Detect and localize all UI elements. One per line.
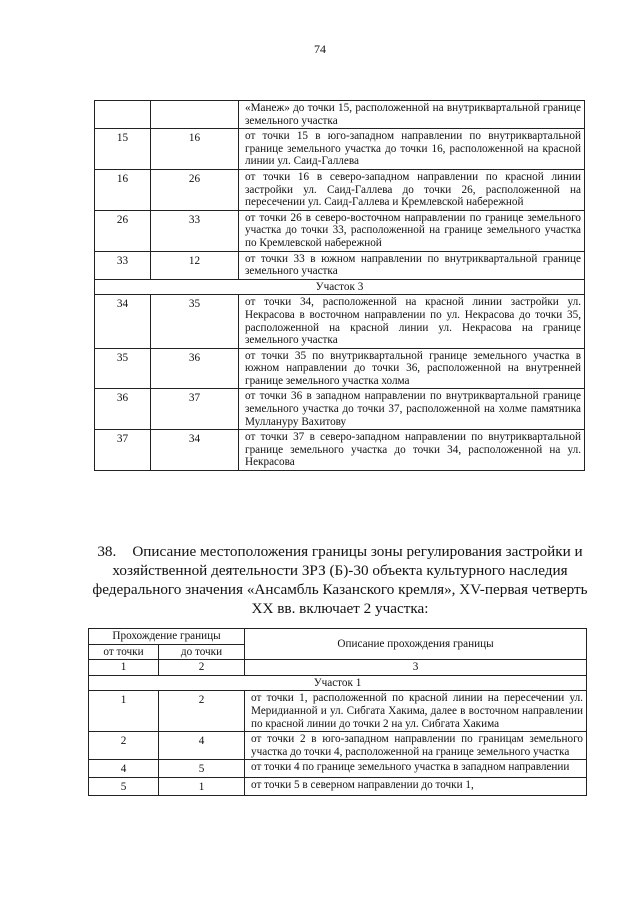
to-point-cell: 12: [151, 251, 239, 279]
table-row: [95, 169, 585, 210]
from-point-cell: 2: [89, 732, 159, 760]
table-header-row: [89, 629, 587, 645]
from-point-cell: 15: [95, 129, 151, 170]
to-point-cell: 37: [151, 389, 239, 430]
table-row: [95, 389, 585, 430]
boundary-passage-header: Прохождение границы: [89, 629, 245, 645]
to-point-cell: 4: [159, 732, 245, 760]
boundary-table-continued: [94, 100, 585, 471]
table-row: [95, 129, 585, 170]
description-cell: от точки 36 в западном направлении по внутриквартальной границе земельного участка до точки 37, расположенной на холме памятника Мулланyру Вахитову: [239, 389, 585, 430]
boundary-description-header: Описание прохождения границы: [245, 629, 587, 660]
description-cell: от точки 37 в северо-западном направлении по внутриквартальной границе земельного участка до точки 34, расположенной на ул. Некрасова: [239, 430, 585, 471]
table-row: [89, 760, 587, 778]
section-number: 38.: [97, 543, 117, 560]
column-number-1: 1: [89, 660, 159, 676]
from-point-cell: 37: [95, 430, 151, 471]
from-point-cell: 1: [89, 691, 159, 732]
description-cell: от точки 26 в северо-восточном направлении по границе земельного участка до точки 33, расположенной на границе земельного участка по Кремлевской набережной: [239, 210, 585, 251]
from-point-cell: 26: [95, 210, 151, 251]
section-heading: [92, 542, 588, 618]
section-title: Участок 1: [89, 675, 587, 691]
column-number-row: [89, 660, 587, 676]
column-number-2: 2: [159, 660, 245, 676]
to-point-cell: 2: [159, 691, 245, 732]
description-cell: от точки 2 в юго-западном направлении по границам земельного участка до точки 4, расположенной на границе земельного участка: [245, 732, 587, 760]
from-point-cell: 5: [89, 777, 159, 795]
to-point-cell: 1: [159, 777, 245, 795]
section-heading-text: Описание местоположения границы зоны регулирования застройки и хозяйственной деятельности ЗРЗ (Б)-30 объекта культурного наследия федерального значения «Ансамбль Казанского кремля», XV-первая четверть XX вв. включает 2 участка:: [92, 543, 588, 617]
table-row: [95, 430, 585, 471]
page-number: 74: [314, 42, 326, 56]
to-point-cell: 36: [151, 348, 239, 389]
table-row: [95, 251, 585, 279]
description-cell: от точки 16 в северо-западном направлении по красной линии застройки ул. Саид-Галлева до точки 26, расположенной на пересечении ул. Саид-Галлева и Кремлевской набережной: [239, 169, 585, 210]
to-point-cell: 16: [151, 129, 239, 170]
description-cell: от точки 5 в северном направлении до точки 1,: [245, 777, 587, 795]
column-number-3: 3: [245, 660, 587, 676]
table-row: [95, 295, 585, 348]
from-point-cell: 16: [95, 169, 151, 210]
section-row: [95, 279, 585, 295]
table-row: [95, 210, 585, 251]
boundary-table: [88, 628, 587, 796]
to-point-cell: 35: [151, 295, 239, 348]
from-point-cell: 35: [95, 348, 151, 389]
table-row: [95, 101, 585, 129]
from-point-cell: 4: [89, 760, 159, 778]
to-point-cell: 5: [159, 760, 245, 778]
description-cell: от точки 35 по внутриквартальной границе земельного участка в южном направлении до точки 36, расположенной на внутренней границе земельного участка холма: [239, 348, 585, 389]
from-point-cell: 36: [95, 389, 151, 430]
to-point-cell: 33: [151, 210, 239, 251]
description-cell: от точки 34, расположенной на красной линии застройки ул. Некрасова в восточном направлении по ул. Некрасова до точки 35, расположенной на красной линии ул. Некрасова на границе земельного участка: [239, 295, 585, 348]
to-point-header: до точки: [159, 644, 245, 660]
from-point-header: от точки: [89, 644, 159, 660]
table-row: [89, 777, 587, 795]
section-row: [89, 675, 587, 691]
description-cell: от точки 1, расположенной по красной линии на пересечении ул. Меридианной и ул. Сибгата Хакима, далее в восточном направлении по красной линии до точки 2 на ул. Сибгата Хакима: [245, 691, 587, 732]
table-row: [89, 691, 587, 732]
to-point-cell: 34: [151, 430, 239, 471]
table-row: [89, 732, 587, 760]
description-cell: «Манеж» до точки 15, расположенной на внутриквартальной границе земельного участка: [239, 101, 585, 129]
description-cell: от точки 33 в южном направлении по внутриквартальной границе земельного участка: [239, 251, 585, 279]
to-point-cell: [151, 101, 239, 129]
table-row: [95, 348, 585, 389]
description-cell: от точки 4 по границе земельного участка в западном направлении: [245, 760, 587, 778]
from-point-cell: 34: [95, 295, 151, 348]
to-point-cell: 26: [151, 169, 239, 210]
description-cell: от точки 15 в юго-западном направлении по внутриквартальной границе земельного участка до точки 16, расположенной на красной линии ул. Саид-Галлева: [239, 129, 585, 170]
section-title: Участок 3: [95, 279, 585, 295]
from-point-cell: 33: [95, 251, 151, 279]
from-point-cell: [95, 101, 151, 129]
